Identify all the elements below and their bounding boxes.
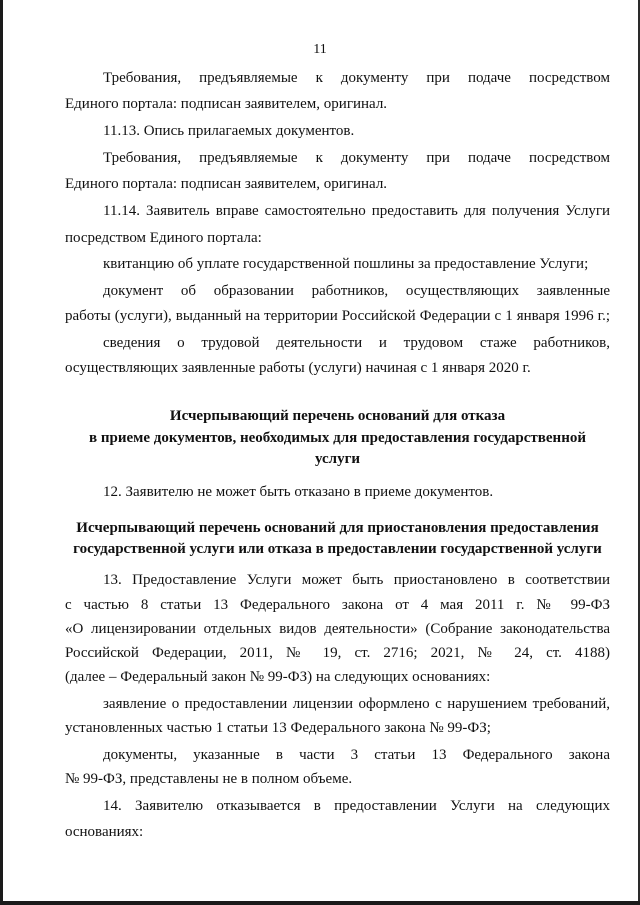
- body-line: основаниях:: [65, 824, 144, 840]
- body-line: работы (услуги), выданный на территории Российской Федерации с 1 января 1996 г.;: [65, 308, 610, 324]
- body-line: заявление о предоставлении лицензии оформлено с нарушением требований,: [103, 696, 610, 712]
- body-line: посредством Единого портала:: [65, 230, 262, 246]
- body-line: 13. Предоставление Услуги может быть приостановлено в соответствии: [103, 572, 610, 588]
- body-line: с частью 8 статьи 13 Федерального закона от 4 мая 2011 г. № 99-ФЗ: [65, 597, 610, 613]
- body-line: 14. Заявителю отказывается в предоставлении Услуги на следующих: [103, 798, 610, 814]
- body-line: Российской Федерации, 2011, № 19, ст. 2716; 2021, № 24, ст. 4188): [65, 645, 610, 661]
- body-line: квитанцию об уплате государственной пошлины за предоставление Услуги;: [103, 256, 589, 272]
- body-line: «О лицензировании отдельных видов деятельности» (Собрание законодательства: [65, 621, 610, 637]
- body-line: осуществляющих заявленные работы (услуги) начиная с 1 января 2020 г.: [65, 360, 531, 376]
- body-line: Единого портала: подписан заявителем, оригинал.: [65, 176, 388, 192]
- body-line: Требования, предъявляемые к документу при подаче посредством: [103, 150, 610, 166]
- section-heading-line: Исчерпывающий перечень оснований для приостановления предоставления: [76, 520, 599, 536]
- body-line: 11.13. Опись прилагаемых документов.: [103, 123, 355, 139]
- body-line: установленных частью 1 статьи 13 Федерального закона № 99-ФЗ;: [65, 720, 491, 736]
- body-line: 11.14. Заявитель вправе самостоятельно предоставить для получения Услуги: [103, 203, 610, 219]
- scan-border-bottom: [0, 901, 640, 905]
- section-heading-line: государственной услуги или отказа в предоставлении государственной услуги: [73, 541, 602, 557]
- section-heading-line: в приеме документов, необходимых для предоставления государственной: [89, 430, 586, 446]
- body-line: сведения о трудовой деятельности и трудовом стаже работников,: [103, 335, 610, 351]
- section-heading-line: услуги: [314, 451, 361, 467]
- body-line: документы, указанные в части 3 статьи 13 Федерального закона: [103, 747, 610, 763]
- body-line: Требования, предъявляемые к документу при подаче посредством: [103, 70, 610, 86]
- scan-border-left: [0, 0, 3, 905]
- body-line: документ об образовании работников, осуществляющих заявленные: [103, 283, 610, 299]
- page-number: 11: [313, 42, 327, 57]
- body-line: 12. Заявителю не может быть отказано в приеме документов.: [103, 484, 494, 500]
- section-heading-line: Исчерпывающий перечень оснований для отказа: [169, 408, 506, 424]
- body-line: Единого портала: подписан заявителем, оригинал.: [65, 96, 388, 112]
- body-line: № 99-ФЗ, представлены не в полном объеме.: [65, 771, 353, 787]
- body-line: (далее – Федеральный закон № 99-ФЗ) на следующих основаниях:: [65, 669, 491, 685]
